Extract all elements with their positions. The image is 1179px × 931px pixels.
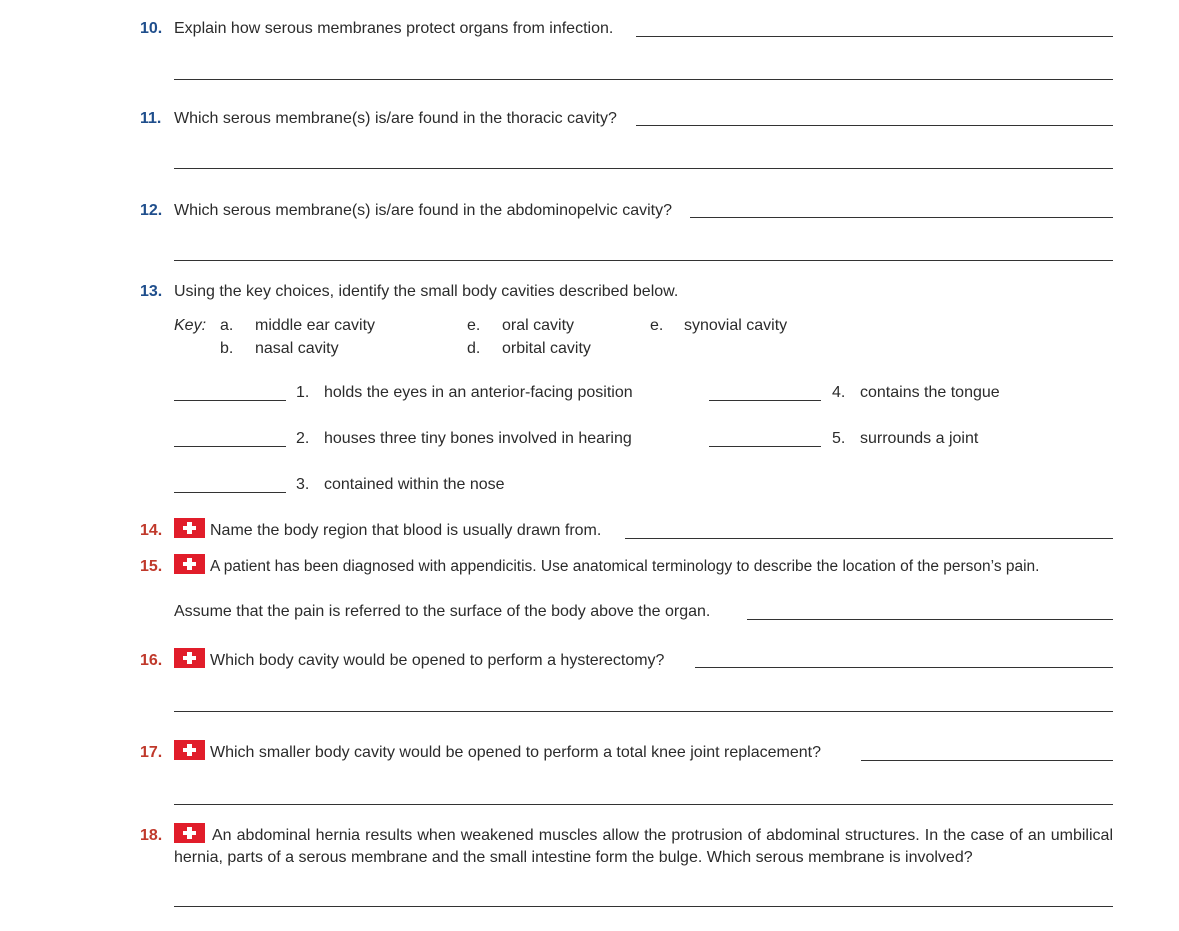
- item-3-text: contained within the nose: [324, 476, 505, 493]
- key-choice-d: orbital cavity: [502, 340, 591, 357]
- question-11-text: Which serous membrane(s) is/are found in the thoracic cavity?: [174, 110, 617, 127]
- answer-line-12a[interactable]: [690, 217, 1113, 218]
- key-choice-c: oral cavity: [502, 317, 575, 334]
- red-cross-icon: [174, 740, 205, 760]
- question-17-text: Which smaller body cavity would be opened to perform a total knee joint replacement?: [210, 744, 821, 761]
- question-10-text: Explain how serous membranes protect organs from infection.: [174, 20, 614, 37]
- key-label: Key:: [174, 317, 207, 334]
- item-2-blank[interactable]: [174, 446, 286, 447]
- question-18-number: 18.: [140, 827, 163, 844]
- question-15-text: A patient has been diagnosed with appendicitis. Use anatomical terminology to describe the location of the person’s pain.: [210, 558, 1040, 575]
- item-1-text: holds the eyes in an anterior-facing position: [324, 384, 633, 401]
- answer-line-11b[interactable]: [174, 168, 1113, 169]
- question-13-text: Using the key choices, identify the small body cavities described below.: [174, 283, 679, 300]
- key-letter-c: e.: [467, 317, 481, 334]
- red-cross-icon: [174, 518, 205, 538]
- question-18-text: An abdominal hernia results when weakened muscles allow the protrusion of abdominal structures. In the case of an umbilical hernia, parts of a serous membrane and the small intestine form the bulge. Which serous membrane is involved?: [174, 827, 1113, 866]
- answer-line-17a[interactable]: [861, 760, 1113, 761]
- item-2-number: 2.: [296, 430, 310, 447]
- red-cross-icon: [174, 554, 205, 574]
- answer-line-18[interactable]: [174, 906, 1113, 907]
- item-2-text: houses three tiny bones involved in hearing: [324, 430, 632, 447]
- answer-line-16b[interactable]: [174, 711, 1113, 712]
- item-3-number: 3.: [296, 476, 310, 493]
- item-3-blank[interactable]: [174, 492, 286, 493]
- question-15-number: 15.: [140, 558, 163, 575]
- item-4-number: 4.: [832, 384, 846, 401]
- question-17-number: 17.: [140, 744, 163, 761]
- question-16-text: Which body cavity would be opened to perform a hysterectomy?: [210, 652, 665, 669]
- key-letter-a: a.: [220, 317, 234, 334]
- answer-line-11a[interactable]: [636, 125, 1113, 126]
- item-4-text: contains the tongue: [860, 384, 1000, 401]
- answer-line-17b[interactable]: [174, 804, 1113, 805]
- key-letter-b: b.: [220, 340, 234, 357]
- item-1-number: 1.: [296, 384, 310, 401]
- answer-line-16a[interactable]: [695, 667, 1113, 668]
- item-4-blank[interactable]: [709, 400, 821, 401]
- item-5-blank[interactable]: [709, 446, 821, 447]
- question-13-number: 13.: [140, 283, 163, 300]
- key-letter-d: d.: [467, 340, 481, 357]
- question-14-text: Name the body region that blood is usually drawn from.: [210, 522, 602, 539]
- question-10-number: 10.: [140, 20, 163, 37]
- key-letter-e: e.: [650, 317, 664, 334]
- item-1-blank[interactable]: [174, 400, 286, 401]
- answer-line-10b[interactable]: [174, 79, 1113, 80]
- answer-line-15[interactable]: [747, 619, 1113, 620]
- key-choice-e: synovial cavity: [684, 317, 788, 334]
- answer-line-14[interactable]: [625, 538, 1113, 539]
- answer-line-10a[interactable]: [636, 36, 1113, 37]
- question-14-number: 14.: [140, 522, 163, 539]
- question-12-text: Which serous membrane(s) is/are found in the abdominopelvic cavity?: [174, 202, 673, 219]
- question-12-number: 12.: [140, 202, 163, 219]
- answer-line-12b[interactable]: [174, 260, 1113, 261]
- key-choice-b: nasal cavity: [255, 340, 339, 357]
- question-16-number: 16.: [140, 652, 163, 669]
- item-5-number: 5.: [832, 430, 846, 447]
- key-choice-a: middle ear cavity: [255, 317, 376, 334]
- red-cross-icon: [174, 648, 205, 668]
- item-5-text: surrounds a joint: [860, 430, 979, 447]
- question-15-text-continued: Assume that the pain is referred to the surface of the body above the organ.: [174, 603, 711, 620]
- question-11-number: 11.: [140, 110, 162, 127]
